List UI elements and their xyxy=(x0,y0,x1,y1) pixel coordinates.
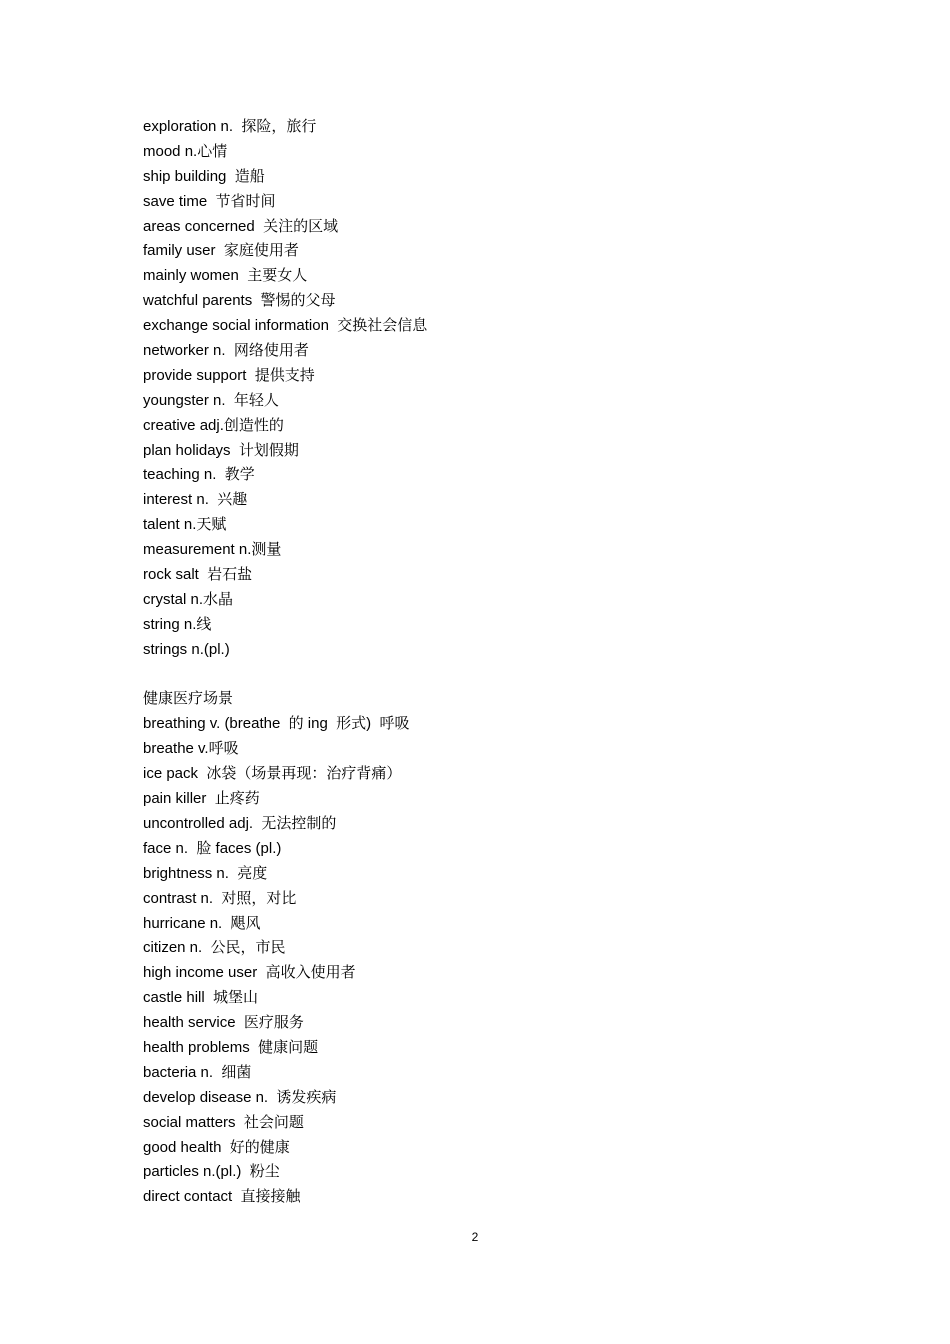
vocab-line: uncontrolled adj. 无法控制的 xyxy=(143,814,337,832)
vocabulary-section-health xyxy=(143,687,843,1210)
vocab-line: health problems 健康问题 xyxy=(143,1038,319,1056)
vocab-line: crystal n.水晶 xyxy=(143,590,234,608)
blank-line xyxy=(143,663,843,688)
vocab-line: hurricane n. 飓风 xyxy=(143,914,261,932)
vocab-line: breathe v.呼吸 xyxy=(143,740,239,758)
vocab-line: contrast n. 对照，对比 xyxy=(143,889,297,907)
vocab-line: breathing v. (breathe 的 ing 形式) 呼吸 xyxy=(143,715,410,733)
vocab-line: particles n.(pl.) 粉尘 xyxy=(143,1163,280,1181)
vocab-line: areas concerned 关注的区域 xyxy=(143,217,339,235)
vocabulary-list xyxy=(143,115,843,1210)
vocab-line: interest n. 兴趣 xyxy=(143,491,248,509)
vocab-line: face n. 脸 faces (pl.) xyxy=(143,839,282,857)
section-heading: 健康医疗场景 xyxy=(143,690,234,708)
vocab-line: rock salt 岩石盐 xyxy=(143,566,253,584)
vocab-line: string n.线 xyxy=(143,615,212,633)
vocab-line: brightness n. 亮度 xyxy=(143,864,268,882)
vocab-line: high income user 高收入使用者 xyxy=(143,964,356,982)
vocab-line: creative adj.创造性的 xyxy=(143,416,284,434)
vocab-line: pain killer 止疼药 xyxy=(143,790,260,808)
vocabulary-section-general xyxy=(143,115,843,663)
vocab-line: ice pack 冰袋（场景再现：治疗背痛） xyxy=(143,765,402,783)
vocab-line: family user 家庭使用者 xyxy=(143,242,299,260)
vocab-line: plan holidays 计划假期 xyxy=(143,441,299,459)
vocab-line: ship building 造船 xyxy=(143,167,265,185)
vocab-line: health service 医疗服务 xyxy=(143,1014,304,1032)
vocab-line: castle hill 城堡山 xyxy=(143,989,259,1007)
vocab-line: youngster n. 年轻人 xyxy=(143,391,279,409)
vocab-line: bacteria n. 细菌 xyxy=(143,1063,252,1081)
vocab-line: citizen n. 公民，市民 xyxy=(143,939,286,957)
vocab-line: direct contact 直接接触 xyxy=(143,1188,301,1206)
vocab-line: strings n.(pl.) xyxy=(143,640,230,658)
vocab-line: save time 节省时间 xyxy=(143,192,276,210)
vocab-line: teaching n. 教学 xyxy=(143,466,255,484)
vocab-line: mood n.心情 xyxy=(143,142,228,160)
vocab-line: develop disease n. 诱发疾病 xyxy=(143,1088,337,1106)
vocab-line: measurement n.测量 xyxy=(143,541,282,559)
vocab-line: networker n. 网络使用者 xyxy=(143,342,309,360)
vocab-line: exchange social information 交换社会信息 xyxy=(143,317,428,335)
vocab-line: exploration n. 探险，旅行 xyxy=(143,118,317,135)
vocab-line: talent n.天赋 xyxy=(143,516,227,534)
vocab-line: good health 好的健康 xyxy=(143,1138,290,1156)
vocab-line: social matters 社会问题 xyxy=(143,1113,304,1131)
vocab-line: provide support 提供支持 xyxy=(143,366,315,384)
vocab-line: mainly women 主要女人 xyxy=(143,267,308,285)
page-number: 2 xyxy=(471,1230,479,1244)
vocab-line: watchful parents 警惕的父母 xyxy=(143,292,336,310)
